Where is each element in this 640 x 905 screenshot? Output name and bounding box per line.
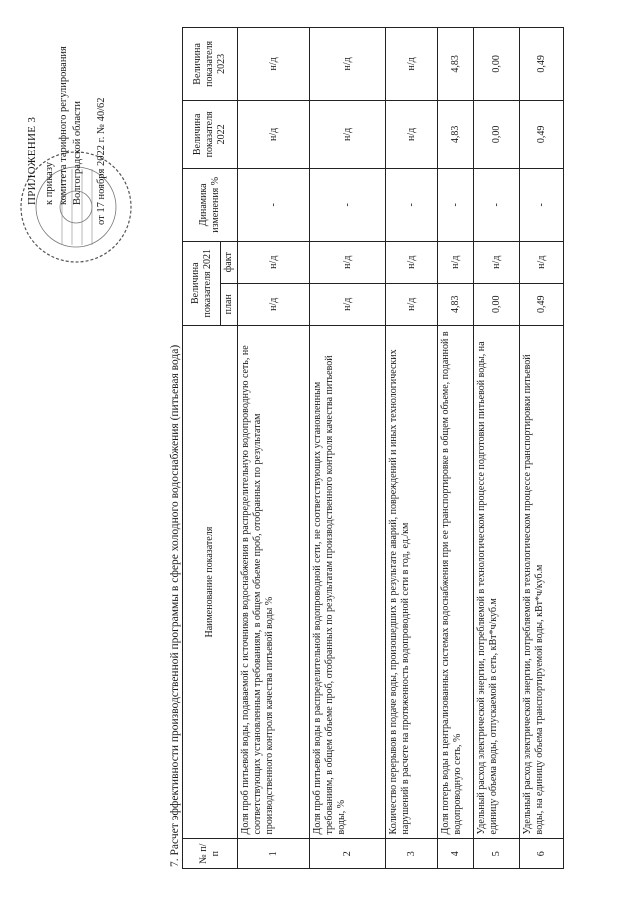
header-line-3: Волгоградской области — [72, 100, 83, 205]
row-number: 3 — [386, 839, 438, 869]
header-dynamics: Динамика изменения % — [183, 168, 238, 241]
header-2022: Величина показателя 2022 — [183, 100, 238, 168]
table-row — [310, 28, 386, 869]
value-dynamics: - — [310, 168, 386, 241]
section-title: 7. Расчет эффективности производственной программы в сфере холодного водоснабжения (питьевая вода) — [169, 344, 181, 867]
value-dynamics: - — [474, 168, 520, 241]
row-number: 6 — [520, 839, 564, 869]
table-row — [438, 28, 474, 869]
value-2022: н/д — [238, 100, 310, 168]
table-row — [520, 28, 564, 869]
indicator-name: Удельный расход электрической энергии, потребляемой в технологическом процессе подготовки питьевой воды, на единицу объема воды, отпускаемой в сеть, кВт*ч/куб.м — [474, 325, 520, 839]
row-number: 4 — [438, 839, 474, 869]
value-2022: 4,83 — [438, 100, 474, 168]
efficiency-table — [182, 27, 564, 869]
value-plan-2021: 0,49 — [520, 283, 564, 325]
value-dynamics: - — [520, 168, 564, 241]
table-row — [238, 28, 310, 869]
value-2022: 0,49 — [520, 100, 564, 168]
indicator-name: Доля проб питьевой воды, подаваемой с источников водоснабжения в распределительную водопроводную сеть, не соответствующих установленным требованиям, в общем объеме проб, отобранных по результатам производственного контроля качества питьевой воды % — [238, 325, 310, 839]
value-2023: н/д — [386, 28, 438, 101]
header-2021: Величина показателя 2021 — [183, 241, 221, 325]
header-num: № п/п — [183, 839, 238, 869]
appendix-title: ПРИЛОЖЕНИЕ 3 — [26, 116, 38, 205]
header-line-2: комитета тарифного регулирования — [58, 46, 69, 205]
row-number: 5 — [474, 839, 520, 869]
table-row — [386, 28, 438, 869]
value-dynamics: - — [438, 168, 474, 241]
value-2022: н/д — [386, 100, 438, 168]
value-plan-2021: н/д — [386, 283, 438, 325]
value-2023: н/д — [238, 28, 310, 101]
value-fact-2021: н/д — [474, 241, 520, 283]
row-number: 1 — [238, 839, 310, 869]
table-row — [474, 28, 520, 869]
header-2023: Величина показателя 2023 — [183, 28, 238, 101]
header-plan: план — [221, 283, 238, 325]
value-dynamics: - — [386, 168, 438, 241]
value-fact-2021: н/д — [520, 241, 564, 283]
value-2023: 0,49 — [520, 28, 564, 101]
value-plan-2021: н/д — [310, 283, 386, 325]
value-plan-2021: н/д — [238, 283, 310, 325]
value-fact-2021: н/д — [310, 241, 386, 283]
indicator-name: Количество перерывов в подаче воды, произошедших в результате аварий, повреждений и иных технологических нарушений в расчете на протяженность водопроводной сети в год, ед./км — [386, 325, 438, 839]
value-2022: н/д — [310, 100, 386, 168]
row-number: 2 — [310, 839, 386, 869]
header-line-1: к приказу — [44, 162, 55, 205]
indicator-name: Доля проб питьевой воды в распределительной водопроводной сети, не соответствующих установленным требованиям, в общем объеме проб, отобранных по результатам производственного контроля качества питьевой воды, % — [310, 325, 386, 839]
value-fact-2021: н/д — [238, 241, 310, 283]
header-fact: факт — [221, 241, 238, 283]
indicator-name: Доля потерь воды в централизованных системах водоснабжения при ее транспортировке в общем объеме, поданной в водопроводную сеть, % — [438, 325, 474, 839]
value-fact-2021: н/д — [438, 241, 474, 283]
value-2023: 4,83 — [438, 28, 474, 101]
header-name: Наименование показателя — [183, 325, 238, 839]
value-plan-2021: 4,83 — [438, 283, 474, 325]
value-plan-2021: 0,00 — [474, 283, 520, 325]
value-fact-2021: н/д — [386, 241, 438, 283]
indicator-name: Удельный расход электрической энергии, потребляемой в технологическом процессе транспортировки питьевой воды, на единицу объема транспортируемой воды, кВт*ч/куб.м — [520, 325, 564, 839]
header-line-4: от 17 ноября 2022 г. № 40/62 — [96, 97, 107, 225]
value-2023: 0,00 — [474, 28, 520, 101]
value-dynamics: - — [238, 168, 310, 241]
value-2022: 0,00 — [474, 100, 520, 168]
value-2023: н/д — [310, 28, 386, 101]
